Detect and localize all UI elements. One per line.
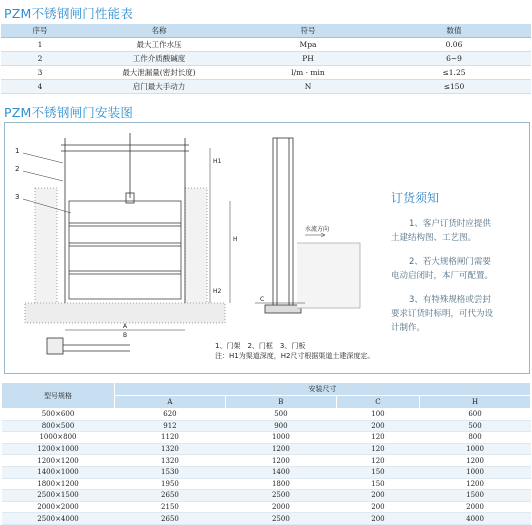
label-h: H [233, 236, 238, 243]
order-note-line: 要求订货时标明，可代为设 [391, 309, 494, 319]
header-cell: 符号 [239, 24, 377, 38]
size-table-group-header [2, 383, 531, 396]
table-cell: 600 [420, 409, 531, 421]
table-cell: 1120 [115, 432, 226, 444]
label-2: 2 [15, 165, 20, 173]
table-row [2, 490, 531, 502]
order-note-line: 3、有特殊规格或尝封 [409, 295, 491, 305]
table-cell: 0.06 [377, 38, 531, 52]
label-h2: H2 [213, 288, 222, 295]
table-cell: 2650 [115, 513, 226, 525]
table-cell: 2650 [115, 490, 226, 502]
table-cell: 912 [115, 420, 226, 432]
table-cell: l/m · min [239, 66, 377, 80]
table-cell: 150 [336, 466, 419, 478]
table-cell: 1500 [420, 490, 531, 502]
order-note-line: 土建结构图、工艺图。 [391, 233, 477, 243]
table-cell: PH [239, 52, 377, 66]
table-row [1, 52, 531, 66]
order-note-line: 电动启闭时，本厂可配置。 [391, 271, 494, 281]
table-cell: 120 [336, 455, 419, 467]
table-cell: ≤150 [377, 80, 531, 94]
table-cell: 最大工作水压 [79, 38, 239, 52]
order-note-line: 1、客户订货时应提供 [409, 219, 491, 229]
label-a: A [123, 323, 128, 330]
header-cell: H [420, 396, 531, 409]
table-cell: Mpa [239, 38, 377, 52]
table-cell: 1950 [115, 478, 226, 490]
table-cell: 3 [1, 66, 79, 80]
table-cell: 1000 [225, 432, 336, 444]
table-cell: 1530 [115, 466, 226, 478]
table-cell: ≤1.25 [377, 66, 531, 80]
table-row [2, 432, 531, 444]
table-cell: 1 [1, 38, 79, 52]
table-cell: 1400 [225, 466, 336, 478]
table-cell: 1800 [225, 478, 336, 490]
label-h1: H1 [213, 158, 222, 165]
table-cell: 150 [336, 478, 419, 490]
table-cell: 2000×2000 [2, 501, 115, 513]
label-3: 3 [15, 193, 20, 201]
table-cell: 500 [225, 409, 336, 421]
order-note-line: 2、若大规格闸门需要 [409, 257, 491, 267]
header-cell: A [115, 396, 226, 409]
table-row [2, 501, 531, 513]
table-cell: 120 [336, 432, 419, 444]
label-b: B [123, 332, 128, 339]
installation-size-table [1, 382, 531, 525]
table-cell: 100 [336, 409, 419, 421]
table-cell: 1000×800 [2, 432, 115, 444]
table-cell: 2500 [225, 490, 336, 502]
table-row [2, 478, 531, 490]
table-cell: 200 [336, 501, 419, 513]
table-row [2, 466, 531, 478]
table-cell: 2500×4000 [2, 513, 115, 525]
table-cell: 1200×1200 [2, 455, 115, 467]
performance-table [1, 24, 531, 94]
drawing-legend: 1、门架 2、门框 3、门板 [215, 342, 306, 350]
table-cell: 200 [336, 420, 419, 432]
table-cell: 工作介质酸碱度 [79, 52, 239, 66]
table-cell: 2000 [420, 501, 531, 513]
label-1: 1 [15, 147, 20, 155]
table-cell: 最大泄漏量(密封长度) [79, 66, 239, 80]
order-note-line: 计制作。 [391, 323, 426, 333]
table-cell: 620 [115, 409, 226, 421]
label-c: C [260, 296, 265, 303]
table-cell: 2150 [115, 501, 226, 513]
label-water-direction: 水流方向 [305, 226, 330, 233]
table-cell: 1200 [225, 443, 336, 455]
header-cell-install-size: 安装尺寸 [115, 383, 531, 396]
table-cell: 2 [1, 52, 79, 66]
front-view [23, 133, 230, 354]
table-row [2, 420, 531, 432]
table-cell: 1200 [420, 455, 531, 467]
performance-table-header [1, 24, 531, 38]
table-cell: 2000 [225, 501, 336, 513]
order-notes-title: 订货须知 [391, 191, 440, 205]
table-row [2, 409, 531, 421]
table-row [1, 66, 531, 80]
table-row [2, 513, 531, 525]
table-cell: 1400×1000 [2, 466, 115, 478]
performance-table-title: PZM不锈钢闸门性能表 [4, 6, 134, 21]
installation-drawing-title: PZM不锈钢闸门安装图 [4, 105, 134, 120]
table-cell: 900 [225, 420, 336, 432]
installation-drawing [4, 122, 530, 374]
table-cell: 800 [420, 432, 531, 444]
header-cell: C [336, 396, 419, 409]
table-cell: 6~9 [377, 52, 531, 66]
table-cell: 800×500 [2, 420, 115, 432]
header-cell: 数值 [377, 24, 531, 38]
table-cell: 200 [336, 513, 419, 525]
header-cell: 序号 [1, 24, 79, 38]
table-cell: 4 [1, 80, 79, 94]
table-row [1, 38, 531, 52]
order-notes [377, 123, 529, 373]
table-cell: 启门最大手动力 [79, 80, 239, 94]
table-cell: 1000 [420, 443, 531, 455]
table-cell: 4000 [420, 513, 531, 525]
header-cell-model: 型号规格 [2, 383, 115, 409]
table-cell: 1200×1000 [2, 443, 115, 455]
table-cell: 120 [336, 443, 419, 455]
table-row [1, 80, 531, 94]
drawing-note: 注：H1为渠道深度，H2尺寸根据渠道土建深度定。 [215, 352, 375, 360]
header-cell: B [225, 396, 336, 409]
table-cell: 1320 [115, 455, 226, 467]
table-cell: 1800×1200 [2, 478, 115, 490]
table-cell: 1200 [420, 478, 531, 490]
table-cell: 1200 [225, 455, 336, 467]
table-cell: 200 [336, 490, 419, 502]
table-row [2, 455, 531, 467]
table-cell: N [239, 80, 377, 94]
gate-drawing-svg [5, 123, 377, 373]
table-cell: 500×600 [2, 409, 115, 421]
table-cell: 500 [420, 420, 531, 432]
table-cell: 1320 [115, 443, 226, 455]
header-cell: 名称 [79, 24, 239, 38]
table-cell: 1000 [420, 466, 531, 478]
table-row [2, 443, 531, 455]
table-cell: 2500×1500 [2, 490, 115, 502]
table-cell: 2500 [225, 513, 336, 525]
